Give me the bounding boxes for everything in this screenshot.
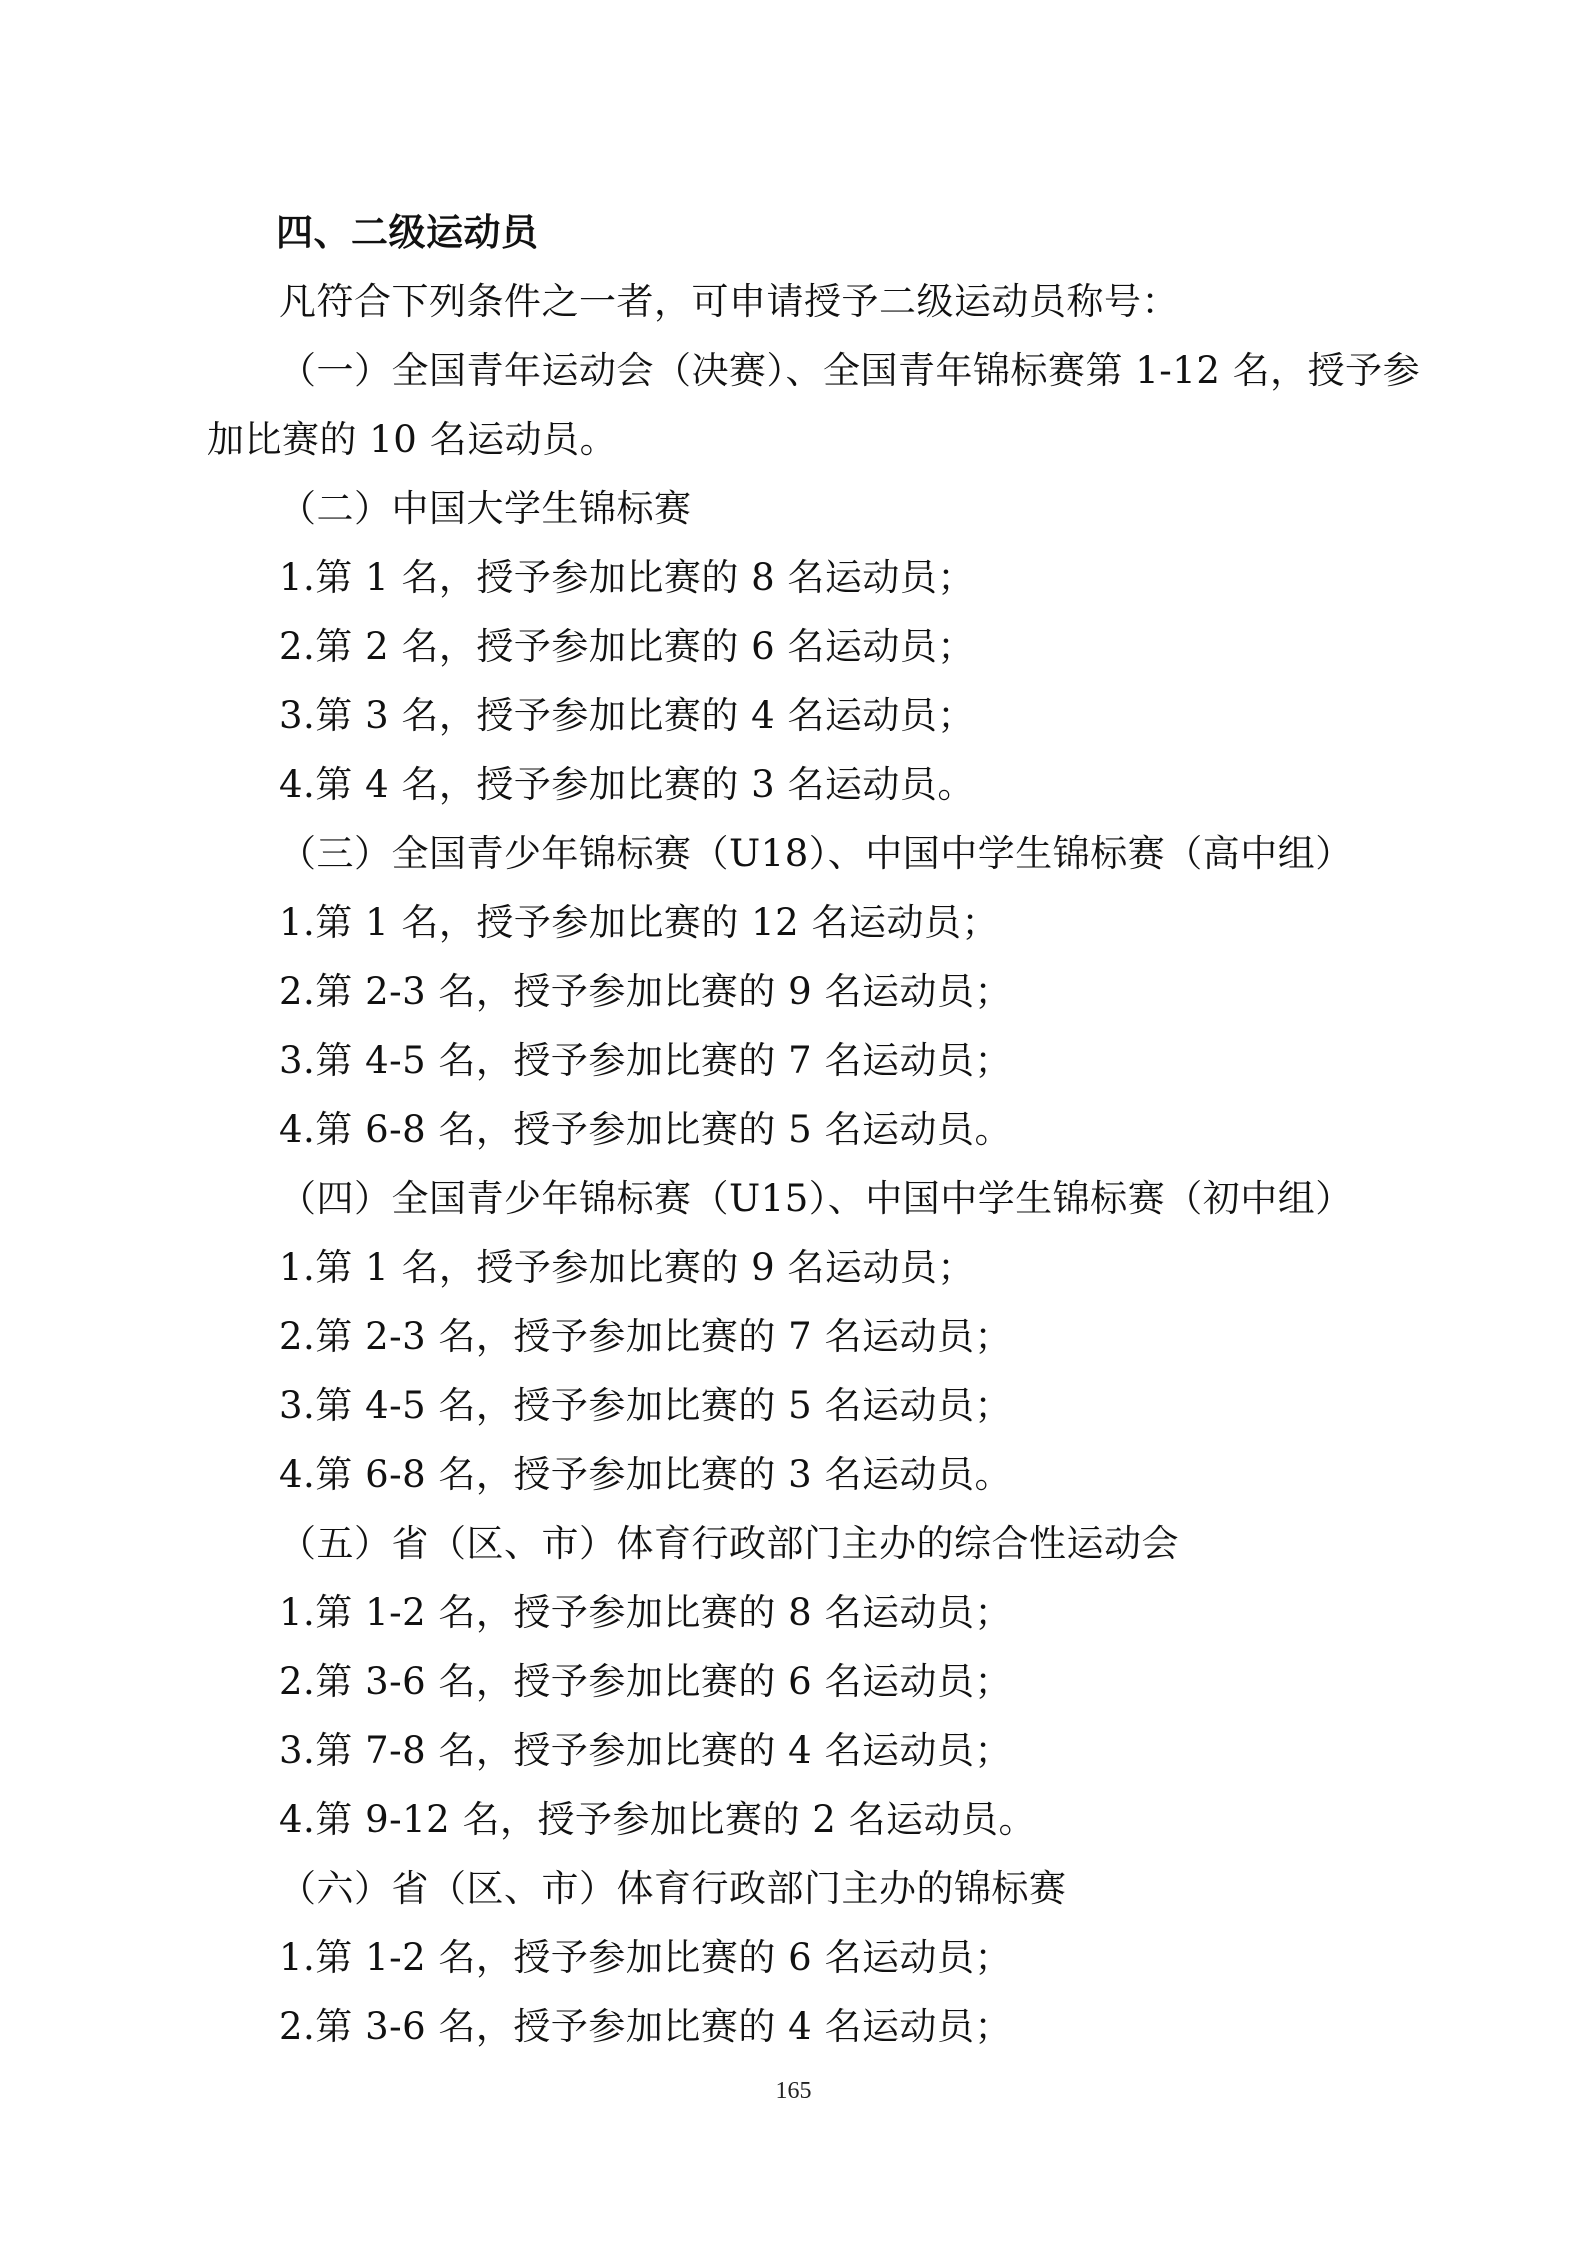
item-3-rule: 2.第 2-3 名，授予参加比赛的 9 名运动员； (279, 970, 1012, 1013)
item-2-rule: 3.第 3 名，授予参加比赛的 4 名运动员； (279, 694, 975, 737)
item-5-title: （五）省（区、市）体育行政部门主办的综合性运动会 (279, 1522, 1179, 1565)
item-5-rule: 1.第 1-2 名，授予参加比赛的 8 名运动员； (279, 1591, 1012, 1634)
item-1-line-2: 加比赛的 10 名运动员。 (207, 418, 618, 461)
item-2-rule: 1.第 1 名，授予参加比赛的 8 名运动员； (279, 556, 975, 599)
item-6-rule: 2.第 3-6 名，授予参加比赛的 4 名运动员； (279, 2005, 1012, 2048)
page-number: 165 (775, 2078, 812, 2104)
item-3-rule: 4.第 6-8 名，授予参加比赛的 5 名运动员。 (279, 1108, 1012, 1151)
item-5-rule: 2.第 3-6 名，授予参加比赛的 6 名运动员； (279, 1660, 1012, 1703)
item-5-rule: 3.第 7-8 名，授予参加比赛的 4 名运动员； (279, 1729, 1012, 1772)
page-content (207, 198, 1421, 2061)
item-4-rule: 4.第 6-8 名，授予参加比赛的 3 名运动员。 (279, 1453, 1012, 1496)
item-4-rule: 3.第 4-5 名，授予参加比赛的 5 名运动员； (279, 1384, 1012, 1427)
section-heading: 四、二级运动员 (276, 211, 539, 254)
item-3-rule: 3.第 4-5 名，授予参加比赛的 7 名运动员； (279, 1039, 1012, 1082)
item-4-rule: 1.第 1 名，授予参加比赛的 9 名运动员； (279, 1246, 975, 1289)
item-6-title: （六）省（区、市）体育行政部门主办的锦标赛 (279, 1867, 1067, 1910)
item-2-rule: 2.第 2 名，授予参加比赛的 6 名运动员； (279, 625, 975, 668)
intro-paragraph: 凡符合下列条件之一者，可申请授予二级运动员称号： (279, 280, 1179, 323)
item-2-rule: 4.第 4 名，授予参加比赛的 3 名运动员。 (279, 763, 975, 806)
item-1-line-1: （一）全国青年运动会（决赛）、全国青年锦标赛第 1-12 名，授予参 (279, 349, 1421, 392)
item-3-rule: 1.第 1 名，授予参加比赛的 12 名运动员； (279, 901, 999, 944)
item-3-title: （三）全国青少年锦标赛（U18）、中国中学生锦标赛（高中组） (279, 832, 1353, 875)
item-5-rule: 4.第 9-12 名，授予参加比赛的 2 名运动员。 (279, 1798, 1037, 1841)
item-6-rule: 1.第 1-2 名，授予参加比赛的 6 名运动员； (279, 1936, 1012, 1979)
item-2-title: （二）中国大学生锦标赛 (279, 487, 692, 530)
item-4-title: （四）全国青少年锦标赛（U15）、中国中学生锦标赛（初中组） (279, 1177, 1353, 1220)
item-4-rule: 2.第 2-3 名，授予参加比赛的 7 名运动员； (279, 1315, 1012, 1358)
